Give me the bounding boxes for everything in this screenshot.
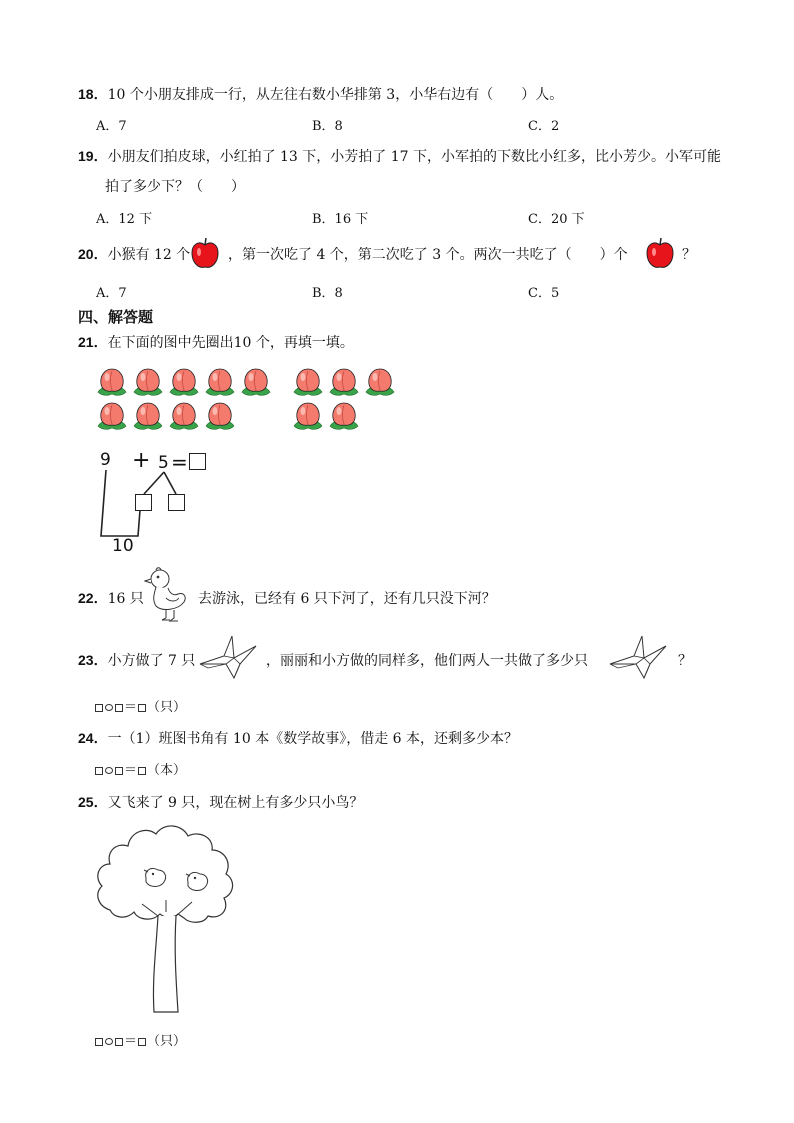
blank-box[interactable] (115, 704, 123, 712)
question-22 (78, 588, 144, 608)
question-23 (78, 650, 195, 670)
split-box-right[interactable] (168, 494, 185, 511)
peach-icon (98, 369, 126, 395)
question-text: 10 个小朋友排成一行，从左往右数小华排第 3，小华右边有（ ）人。 (107, 87, 564, 103)
question-number: 24． (78, 730, 108, 746)
question-number: 19． (78, 148, 108, 164)
question-20 (78, 244, 190, 264)
peach-icon (170, 403, 198, 429)
equals-sign: = (171, 450, 188, 474)
question-19 (78, 146, 721, 166)
answer-equation[interactable] (94, 759, 186, 778)
option-b[interactable]: B．8 (312, 119, 343, 134)
peach-icon (98, 403, 126, 429)
answer-box[interactable] (189, 453, 206, 470)
peach-icon (330, 369, 358, 395)
peach-row-1 (98, 369, 394, 395)
question-number: 23． (78, 652, 108, 668)
peach-icon (294, 403, 322, 429)
peach-icon (134, 403, 162, 429)
question-25 (78, 792, 363, 812)
plus-sign: + (132, 448, 151, 473)
decomposition-diagram (96, 448, 226, 558)
question-text: 小方做了 7 只 (107, 653, 196, 669)
ten-label: 10 (112, 536, 134, 556)
question-text-end: ？ (682, 247, 696, 263)
equals-sign: ＝ (124, 763, 138, 778)
equals-sign: ＝ (124, 700, 138, 715)
apple-icon (645, 236, 675, 270)
blank-box[interactable] (138, 767, 146, 775)
option-a[interactable]: A．12 下 (96, 212, 153, 227)
question-text-cont: ，丽丽和小方做的同样多，他们两人一共做了多少只 (266, 653, 588, 669)
bird-icon (144, 868, 166, 886)
peach-icon (170, 369, 198, 395)
answer-unit: （只） (147, 1034, 187, 1049)
answer-unit: （只） (147, 700, 187, 715)
question-text: 小朋友们拍皮球，小红拍了 13 下，小芳拍了 17 下，小军拍的下数比小红多，比小芳少。小军可能 (107, 149, 722, 165)
split-box-left[interactable] (135, 494, 152, 511)
blank-box[interactable] (95, 704, 103, 712)
option-a[interactable]: A．7 (96, 286, 127, 301)
answer-equation[interactable] (94, 1030, 186, 1049)
question-24 (78, 728, 518, 748)
tree-with-birds-figure (90, 820, 240, 1020)
peach-icon (242, 369, 270, 395)
duck-icon (144, 566, 190, 626)
question-number: 21． (78, 334, 108, 350)
question-18 (78, 84, 563, 104)
question-21 (78, 332, 354, 352)
question-text-cont: 去游泳，已经有 6 只下河了，还有几只没下河？ (198, 591, 496, 607)
peach-icon (330, 403, 358, 429)
question-text: 小猴有 12 个 (107, 247, 191, 263)
option-c[interactable]: C．5 (528, 286, 560, 301)
question-text-line2: 拍了多少下？（ ） (105, 179, 245, 195)
question-number: 25． (78, 794, 108, 810)
question-number: 18． (78, 86, 108, 102)
bird-icon (186, 872, 208, 890)
blank-box[interactable] (95, 1038, 103, 1046)
question-text: 在下面的图中先圈出10 个，再填一填。 (107, 335, 354, 351)
peach-icon (366, 369, 394, 395)
peach-icon (134, 369, 162, 395)
operator-circle[interactable] (105, 1038, 113, 1045)
question-text-end: ？ (678, 653, 692, 669)
question-text: 16 只 (107, 591, 144, 607)
operator-circle[interactable] (105, 767, 113, 774)
blank-box[interactable] (115, 767, 123, 775)
operator-circle[interactable] (105, 704, 113, 711)
option-b[interactable]: B．16 下 (312, 212, 369, 227)
answer-equation[interactable] (94, 696, 186, 715)
blank-box[interactable] (138, 704, 146, 712)
option-a[interactable]: A．7 (96, 119, 127, 134)
addend-five: 5 (158, 453, 169, 473)
peach-icon (294, 369, 322, 395)
answer-unit: （本） (147, 763, 187, 778)
apple-icon (190, 236, 220, 270)
peach-icon (206, 403, 234, 429)
peach-icon (206, 369, 234, 395)
option-b[interactable]: B．8 (312, 286, 343, 301)
question-number: 22． (78, 590, 108, 606)
section-title: 四、解答题 (78, 308, 154, 326)
peaches-figure (90, 362, 410, 437)
option-c[interactable]: C．2 (528, 119, 560, 134)
option-c[interactable]: C．20 下 (528, 212, 585, 227)
equals-sign: ＝ (124, 1034, 138, 1049)
question-text: 一（1）班图书角有 10 本《数学故事》，借走 6 本，还剩多少本？ (107, 731, 519, 747)
blank-box[interactable] (138, 1038, 146, 1046)
question-text: 又飞来了 9 只，现在树上有多少只小鸟？ (107, 795, 364, 811)
addend-nine: 9 (100, 450, 111, 470)
question-text-cont: ，第一次吃了 4 个，第二次吃了 3 个。两次一共吃了（ ）个 (228, 247, 628, 263)
paper-crane-icon (198, 634, 258, 682)
paper-crane-icon (608, 634, 668, 682)
question-number: 20． (78, 246, 108, 262)
blank-box[interactable] (115, 1038, 123, 1046)
peach-row-2 (98, 403, 358, 429)
blank-box[interactable] (95, 767, 103, 775)
